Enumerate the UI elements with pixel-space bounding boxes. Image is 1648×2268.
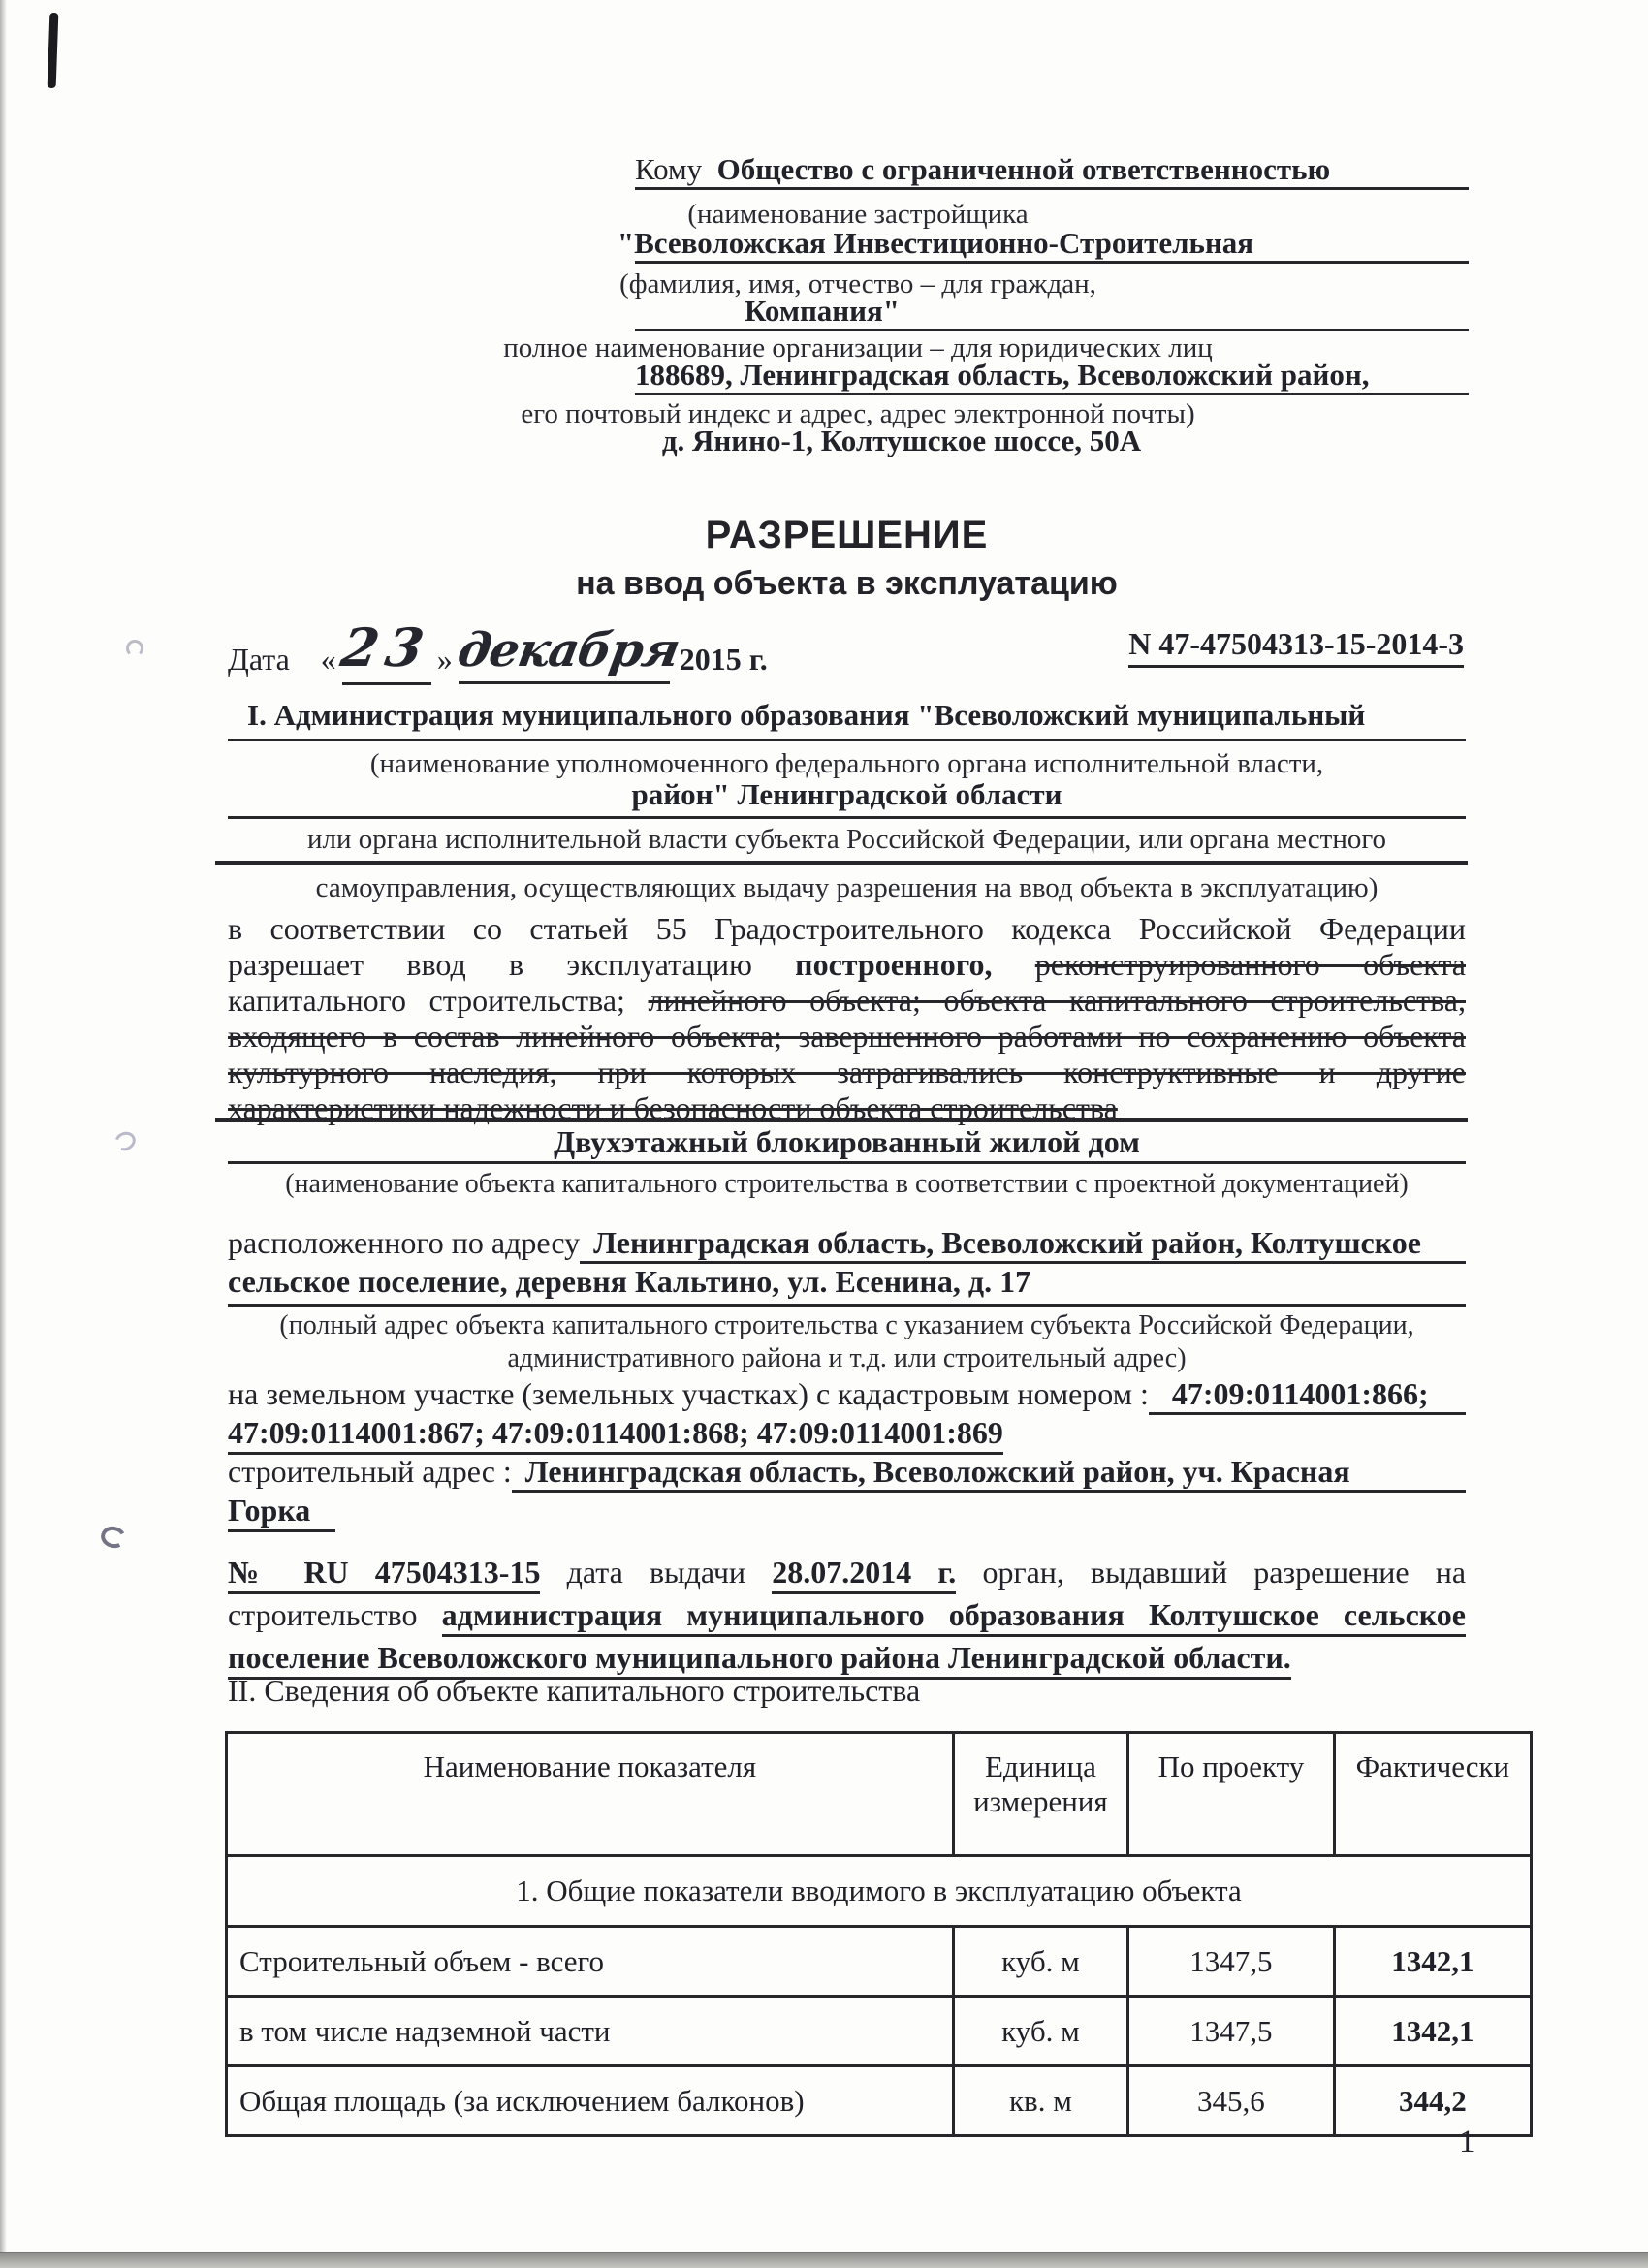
table-row: Строительный объем - всего куб. м 1347,5 1342,1 [227, 1927, 1532, 1997]
object-name: Двухэтажный блокированный жилой дом [228, 1124, 1466, 1164]
komu-label: Кому [635, 152, 703, 186]
authority-line-1: I. Администрация муниципального образования "Всеволожский муниципальный [228, 698, 1466, 741]
caption-authority-2: или органа исполнительной власти субъекта Российской Федерации, или органа местного [306, 824, 1387, 855]
col-header-actual: Фактически [1334, 1733, 1531, 1856]
paragraph-line-2: разрешает ввод в эксплуатацию построенного, реконструированного объекта [228, 947, 1466, 982]
construction-address-label: строительный адрес : [228, 1454, 512, 1489]
main-paragraph [228, 911, 1466, 1126]
paragraph-line-3: капитального строительства; линейного объекта; объекта капитального строительства, [228, 983, 1467, 1018]
section-1-authority [228, 698, 1466, 911]
col-header-project: По проекту [1128, 1733, 1335, 1856]
address-row-1 [228, 1225, 1466, 1264]
paragraph-line-4 [228, 1019, 1466, 1055]
date-line [228, 616, 1466, 678]
indicators-table [225, 1731, 1533, 2137]
cadastral-value-1: 47:09:0114001:866; [1149, 1376, 1466, 1415]
paragraph-line-5 [228, 1055, 1466, 1090]
caption-fio: (фамилия, имя, отчество – для граждан, [619, 268, 1096, 299]
cadastral-label: на земельном участке (земельных участках) с кадастровым номером : [228, 1376, 1149, 1411]
scan-edge-bottom [0, 2252, 1648, 2268]
permit-row-3: поселение Всеволожского муниципального района Ленинградской области. [228, 1640, 1466, 1676]
caption-address-1: (полный адрес объекта капитального строительства с указанием субъекта Российской Федерации, [279, 1310, 1414, 1340]
section-2-title: II. Сведения об объекте капитального строительства [228, 1673, 921, 1708]
addressee-line-komu [635, 152, 1469, 190]
pen-mark [48, 13, 59, 88]
col-header-indicator: Наименование показателя [227, 1733, 954, 1856]
caption-postal: его почтовый индекс и адрес, адрес электронной почты) [521, 398, 1195, 429]
permit-row-1 [228, 1555, 1466, 1591]
table-header-row [227, 1733, 1532, 1856]
document-number: N 47-47504313-15-2014-3 [1128, 626, 1464, 668]
caption-developer: (наименование застройщика [687, 199, 1029, 230]
caption-authority-3: самоуправления, осуществляющих выдачу разрешения на ввод объекта в эксплуатацию) [315, 872, 1379, 903]
table-section-row [227, 1856, 1532, 1927]
paragraph-line-1: в соответствии со статьей 55 Градостроительного кодекса Российской Федерации [228, 911, 1466, 946]
permit-number: № RU 47504313-15 [228, 1555, 540, 1594]
addressee-line-company2: Компания" [635, 294, 1469, 331]
caption-org-name: полное наименование организации – для юридических лиц [503, 332, 1213, 363]
struck-text: входящего в состав линейного объекта; завершенного работами по сохранению объекта [228, 1019, 1466, 1054]
addressee-line-company1: "Всеволожская Инвестиционно-Строительная [635, 226, 1469, 264]
ink-smudge-2 [111, 1128, 139, 1154]
cadastral-row-1 [228, 1376, 1466, 1415]
permit-date-label: дата выдачи [566, 1555, 746, 1590]
construction-address-row-1 [228, 1454, 1466, 1493]
page-number: 1 [1459, 2125, 1475, 2159]
ink-smudge-1 [126, 640, 143, 657]
caption-object-name: (наименование объекта капитального строительства в соответствии с проектной документацией) [285, 1169, 1409, 1199]
address-label: расположенного по адресу [228, 1225, 581, 1260]
struck-text: реконструированного объекта [1034, 947, 1466, 982]
year-label: 2015 г. [679, 642, 768, 677]
table-row: Общая площадь (за исключением балконов) кв. м 345,6 344,2 [227, 2066, 1532, 2136]
date-label: Дата [228, 642, 290, 677]
title-line-1: РАЗРЕШЕНИЕ [705, 514, 989, 556]
struck-text: линейного объекта; объекта капитального строительства, [648, 983, 1467, 1018]
blank-line-2 [215, 1118, 1468, 1122]
handwritten-day-field [336, 616, 437, 685]
construction-address-row-2: Горка [228, 1493, 1466, 1528]
address-value-1: Ленинградская область, Всеволожский район, Колтушское [580, 1225, 1466, 1264]
scan-edge-left [0, 0, 7, 2268]
developer-type: Общество с ограниченной ответственностью [716, 152, 1331, 186]
address-row-2: сельское поселение, деревня Кальтино, ул. Есенина, д. 17 [228, 1264, 1466, 1307]
permit-row-2: строительство администрация муниципального образования Колтушское сельское [228, 1597, 1466, 1633]
document-title [228, 514, 1466, 603]
permit-date: 28.07.2014 г. [772, 1555, 956, 1594]
close-quote: » [436, 642, 453, 677]
addressee-block [503, 141, 1469, 475]
handwritten-day: 23 [336, 616, 437, 678]
struck-text: культурного наследия, при которых затрагивались конструктивные и другие [228, 1055, 1466, 1089]
construction-address-value-1: Ленинградская область, Всеволожский район, уч. Красная [512, 1454, 1466, 1493]
permit-tail: орган, выдавший разрешение на [982, 1555, 1467, 1590]
caption-address-2: административного района и т.д. или строительный адрес) [507, 1343, 1187, 1373]
handwritten-month-field [453, 623, 683, 684]
blank-line-1 [215, 861, 1468, 865]
addressee-line-street: д. Янино-1, Колтушское шоссе, 50А [661, 424, 1142, 457]
indicators-table-grid [225, 1731, 1533, 2137]
struck-text: характеристики надежности и безопасности объекта строительства [228, 1090, 1118, 1125]
table-section-title: 1. Общие показатели вводимого в эксплуатацию объекта [227, 1856, 1532, 1927]
caption-authority-1: (наименование уполномоченного федерального органа исполнительной власти, [369, 748, 1324, 779]
authority-line-2: район" Ленинградской области [228, 777, 1466, 819]
ink-smudge-3 [99, 1524, 129, 1551]
handwritten-month: декабря [453, 623, 683, 677]
cadastral-row-2: 47:09:0114001:867; 47:09:0114001:868; 47:09:0114001:869 [228, 1415, 1466, 1451]
title-line-2: на ввод объекта в эксплуатацию [576, 565, 1118, 602]
table-row: в том числе надземной части куб. м 1347,5 1342,1 [227, 1997, 1532, 2066]
open-quote: « [320, 642, 336, 677]
addressee-line-postal: 188689, Ленинградская область, Всеволожский район, [635, 358, 1469, 395]
col-header-unit: Единица измерения [953, 1733, 1127, 1856]
